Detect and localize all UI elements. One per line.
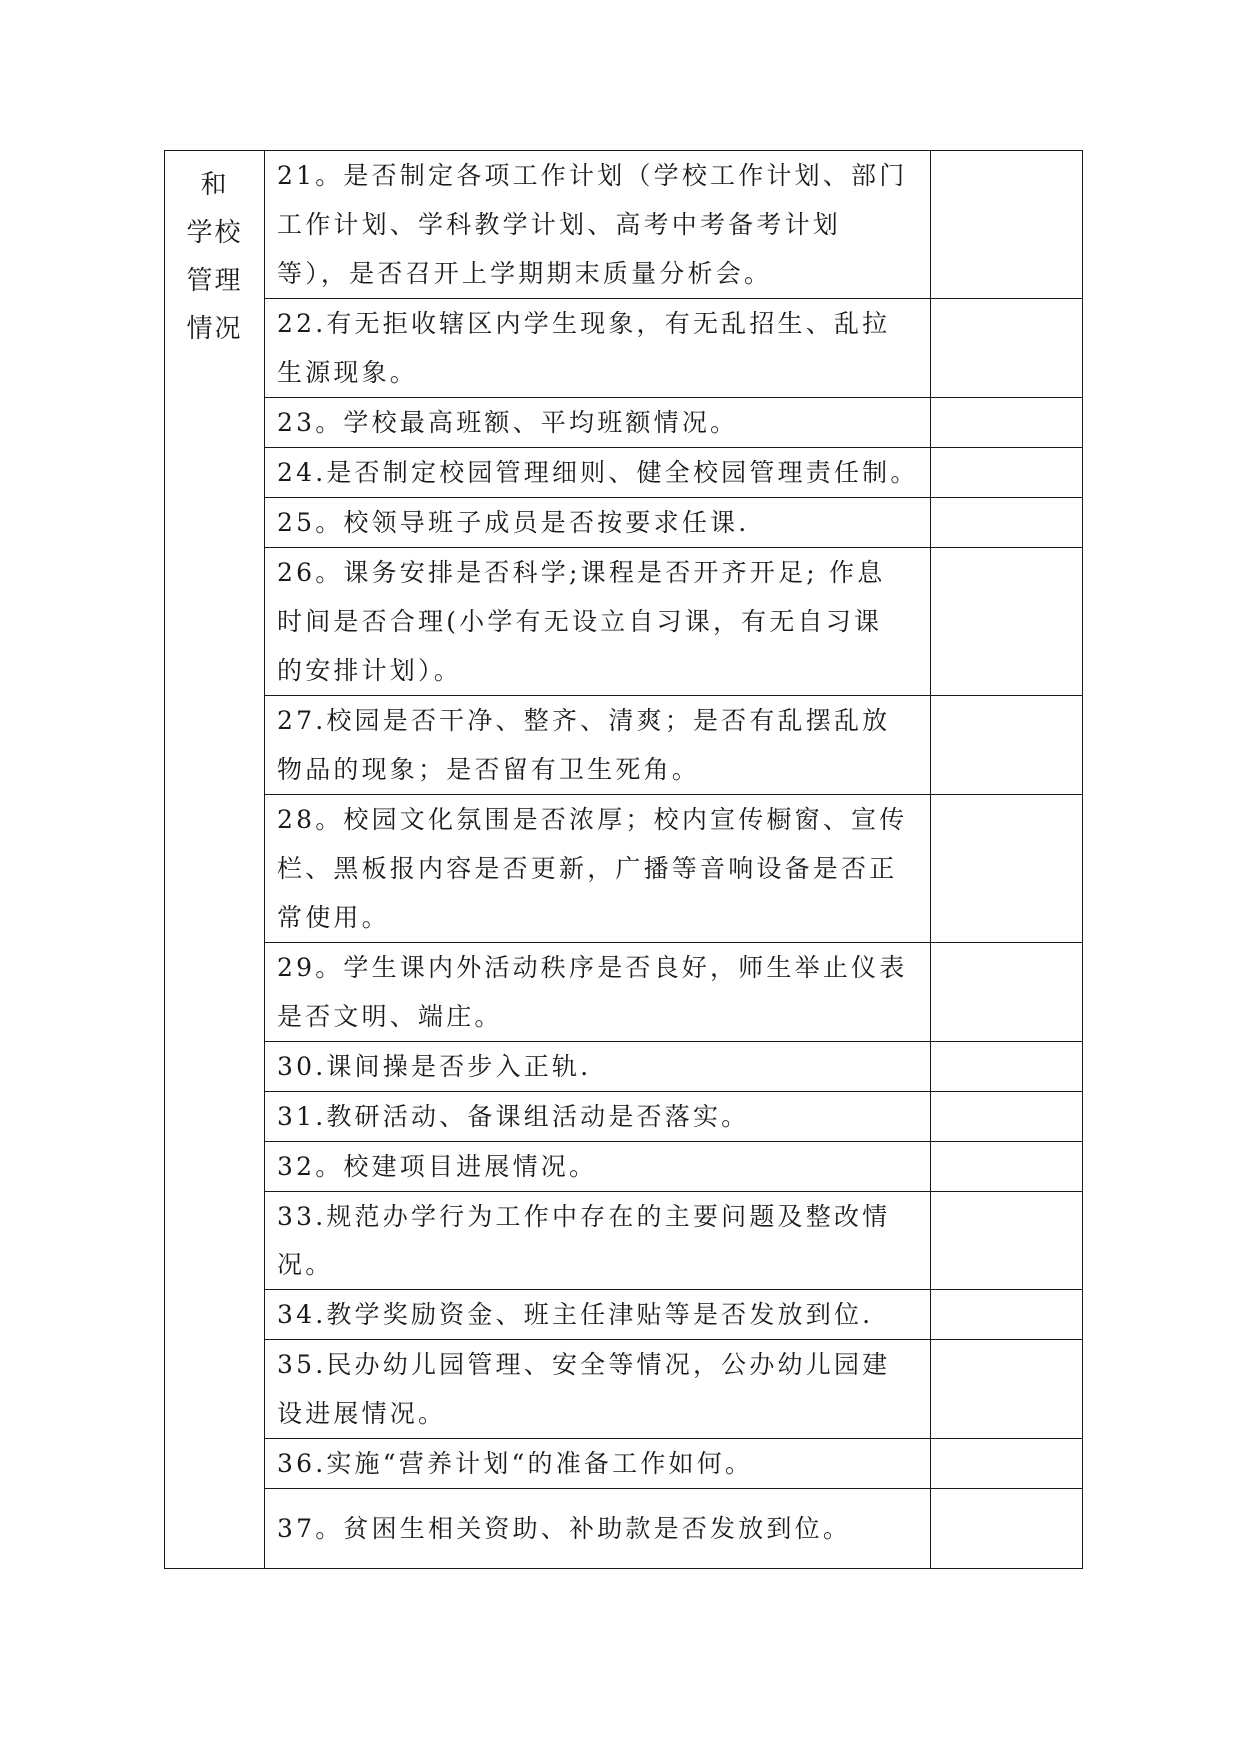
result-cell [931,548,1083,696]
checklist-row [165,943,1083,1042]
result-cell [931,1290,1083,1340]
result-cell [931,1489,1083,1569]
checklist-row [165,1340,1083,1439]
checklist-item-cell [265,795,931,943]
checklist-item-text: 25。校领导班子成员是否按要求任课. [277,508,750,537]
checklist-item-cell [265,943,931,1042]
checklist-item-text: 的安排计划）。 [277,656,462,685]
checklist-item-text: 设进展情况。 [277,1399,447,1428]
result-cell [931,943,1083,1042]
checklist-item-text: 28。校园文化氛围是否浓厚；校内宣传橱窗、宣传 [277,805,908,834]
checklist-row [165,448,1083,498]
checklist-item-text: 工作计划、学科教学计划、高考中考备考计划 [277,210,842,239]
checklist-item-text: 27.校园是否干净、整齐、清爽；是否有乱摆乱放 [277,706,891,735]
checklist-item-text: 21。是否制定各项工作计划（学校工作计划、部门 [277,161,908,190]
category-cell [165,151,265,1569]
checklist-item-text: 26。课务安排是否科学;课程是否开齐开足; 作息 [277,558,886,587]
checklist-row [165,299,1083,398]
checklist-item-text: 32。校建项目进展情况。 [277,1152,598,1181]
category-label-line: 情况 [186,314,243,344]
category-label-line: 管理 [186,266,243,296]
checklist-item-text: 生源现象。 [277,358,419,387]
checklist-item-cell [265,1042,931,1092]
checklist-item-text: 30.课间操是否步入正轨. [277,1052,592,1081]
checklist-row [165,1092,1083,1142]
checklist-item-text: 栏、黑板报内容是否更新，广播等音响设备是否正 [277,854,898,883]
checklist-item-text: 33.规范办学行为工作中存在的主要问题及整改情况。 [277,1202,891,1279]
checklist-row [165,1290,1083,1340]
checklist-item-cell [265,1489,931,1569]
checklist-item-cell [265,151,931,299]
checklist-row [165,1192,1083,1290]
checklist-item-cell [265,1092,931,1142]
result-cell [931,1042,1083,1092]
checklist-row [165,498,1083,548]
checklist-row [165,151,1083,299]
result-cell [931,1340,1083,1439]
checklist-item-text: 35.民办幼儿园管理、安全等情况，公办幼儿园建 [277,1350,891,1379]
checklist-row [165,1489,1083,1569]
checklist-row [165,1439,1083,1489]
result-cell [931,398,1083,448]
inspection-checklist-table [164,150,1083,1569]
checklist-item-text: 29。学生课内外活动秩序是否良好，师生举止仪表 [277,953,908,982]
checklist-item-cell [265,299,931,398]
checklist-item-cell [265,696,931,795]
checklist-item-text: 常使用。 [277,903,390,932]
checklist-row [165,795,1083,943]
checklist-row [165,398,1083,448]
checklist-item-text: 等），是否召开上学期期末质量分析会。 [277,259,773,288]
checklist-item-text: 24.是否制定校园管理细则、健全校园管理责任制。 [277,458,919,487]
result-cell [931,1439,1083,1489]
checklist-item-cell [265,1290,931,1340]
result-cell [931,696,1083,795]
result-cell [931,1092,1083,1142]
result-cell [931,448,1083,498]
result-cell [931,299,1083,398]
checklist-item-text: 时间是否合理(小学有无设立自习课，有无自习课 [277,607,883,636]
category-label-line: 和 [200,170,229,200]
checklist-item-cell [265,1439,931,1489]
checklist-item-cell [265,448,931,498]
checklist-item-text: 物品的现象；是否留有卫生死角。 [277,755,701,784]
checklist-item-text: 36.实施“营养计划“的准备工作如何。 [277,1449,754,1478]
result-cell [931,151,1083,299]
category-label-line: 学校 [186,218,243,248]
checklist-row [165,1142,1083,1192]
checklist-item-text: 34.教学奖励资金、班主任津贴等是否发放到位. [277,1300,874,1329]
checklist-item-cell [265,1142,931,1192]
checklist-item-cell [265,498,931,548]
checklist-item-text: 23。学校最高班额、平均班额情况。 [277,408,739,437]
checklist-item-text: 31.教研活动、备课组活动是否落实。 [277,1102,750,1131]
checklist-item-cell [265,398,931,448]
checklist-item-text: 22.有无拒收辖区内学生现象，有无乱招生、乱拉 [277,309,891,338]
checklist-item-cell [265,1192,931,1290]
checklist-item-cell [265,1340,931,1439]
result-cell [931,1142,1083,1192]
checklist-row [165,1042,1083,1092]
result-cell [931,1192,1083,1290]
checklist-item-text: 37。贫困生相关资助、补助款是否发放到位。 [277,1514,852,1543]
checklist-item-cell [265,548,931,696]
checklist-item-text: 是否文明、端庄。 [277,1002,503,1031]
result-cell [931,795,1083,943]
result-cell [931,498,1083,548]
checklist-row [165,548,1083,696]
checklist-row [165,696,1083,795]
